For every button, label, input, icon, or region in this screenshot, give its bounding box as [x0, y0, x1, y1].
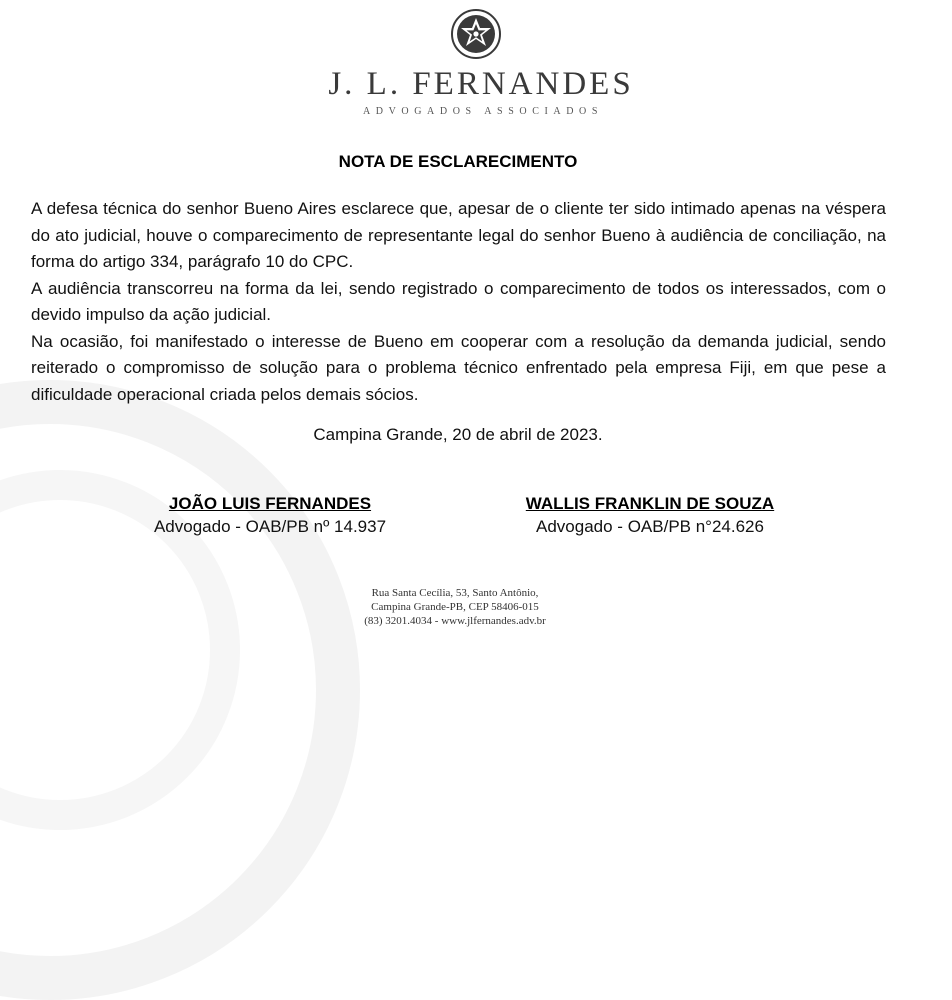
footer-contact: (83) 3201.4034 - www.jlfernandes.adv.br	[364, 615, 546, 627]
footer-city: Campina Grande-PB, CEP 58406-015	[371, 601, 539, 613]
signatory-name: JOÃO LUIS FERNANDES	[168, 494, 372, 513]
footer-street: Rua Santa Cecília, 53, Santo Antônio,	[371, 587, 539, 599]
date-line: Campina Grande, 20 de abril de 2023.	[313, 425, 603, 444]
body-paragraph-1: A defesa técnica do senhor Bueno Aires esclarece que, apesar de o cliente ter sido intimado apenas na véspera do ato judicial, houve o comparecimento de representante legal do senhor Bueno à audiência de conciliação, na forma do artigo 334, parágrafo 10 do CPC.	[31, 199, 886, 271]
firm-subtitle: ADVOGADOS ASSOCIADOS	[362, 106, 604, 117]
body-paragraph-2: A audiência transcorreu na forma da lei, sendo registrado o comparecimento de todos os interessados, com o devido impulso da ação judicial.	[31, 278, 886, 324]
firm-name: J. L. FERNANDES	[328, 66, 634, 102]
document-title: NOTA DE ESCLARECIMENTO	[338, 152, 578, 171]
letterhead-logo	[0, 8, 952, 117]
document-body	[31, 196, 886, 408]
signatory-role: Advogado - OAB/PB n°24.626	[536, 517, 764, 536]
emblem-icon	[450, 8, 502, 60]
signatory-role: Advogado - OAB/PB nº 14.937	[153, 517, 387, 536]
signatory-name: WALLIS FRANKLIN DE SOUZA	[525, 494, 775, 513]
footer-address	[0, 586, 910, 628]
signature-block-left	[110, 492, 430, 538]
signature-block-right	[480, 492, 820, 538]
body-paragraph-3: Na ocasião, foi manifestado o interesse de Bueno em cooperar com a resolução da demanda judicial, sendo reiterado o compromisso de solução para o problema técnico enfrentado pela empresa Fiji, em que pese a dificuldade operacional criada pelos demais sócios.	[31, 331, 886, 404]
